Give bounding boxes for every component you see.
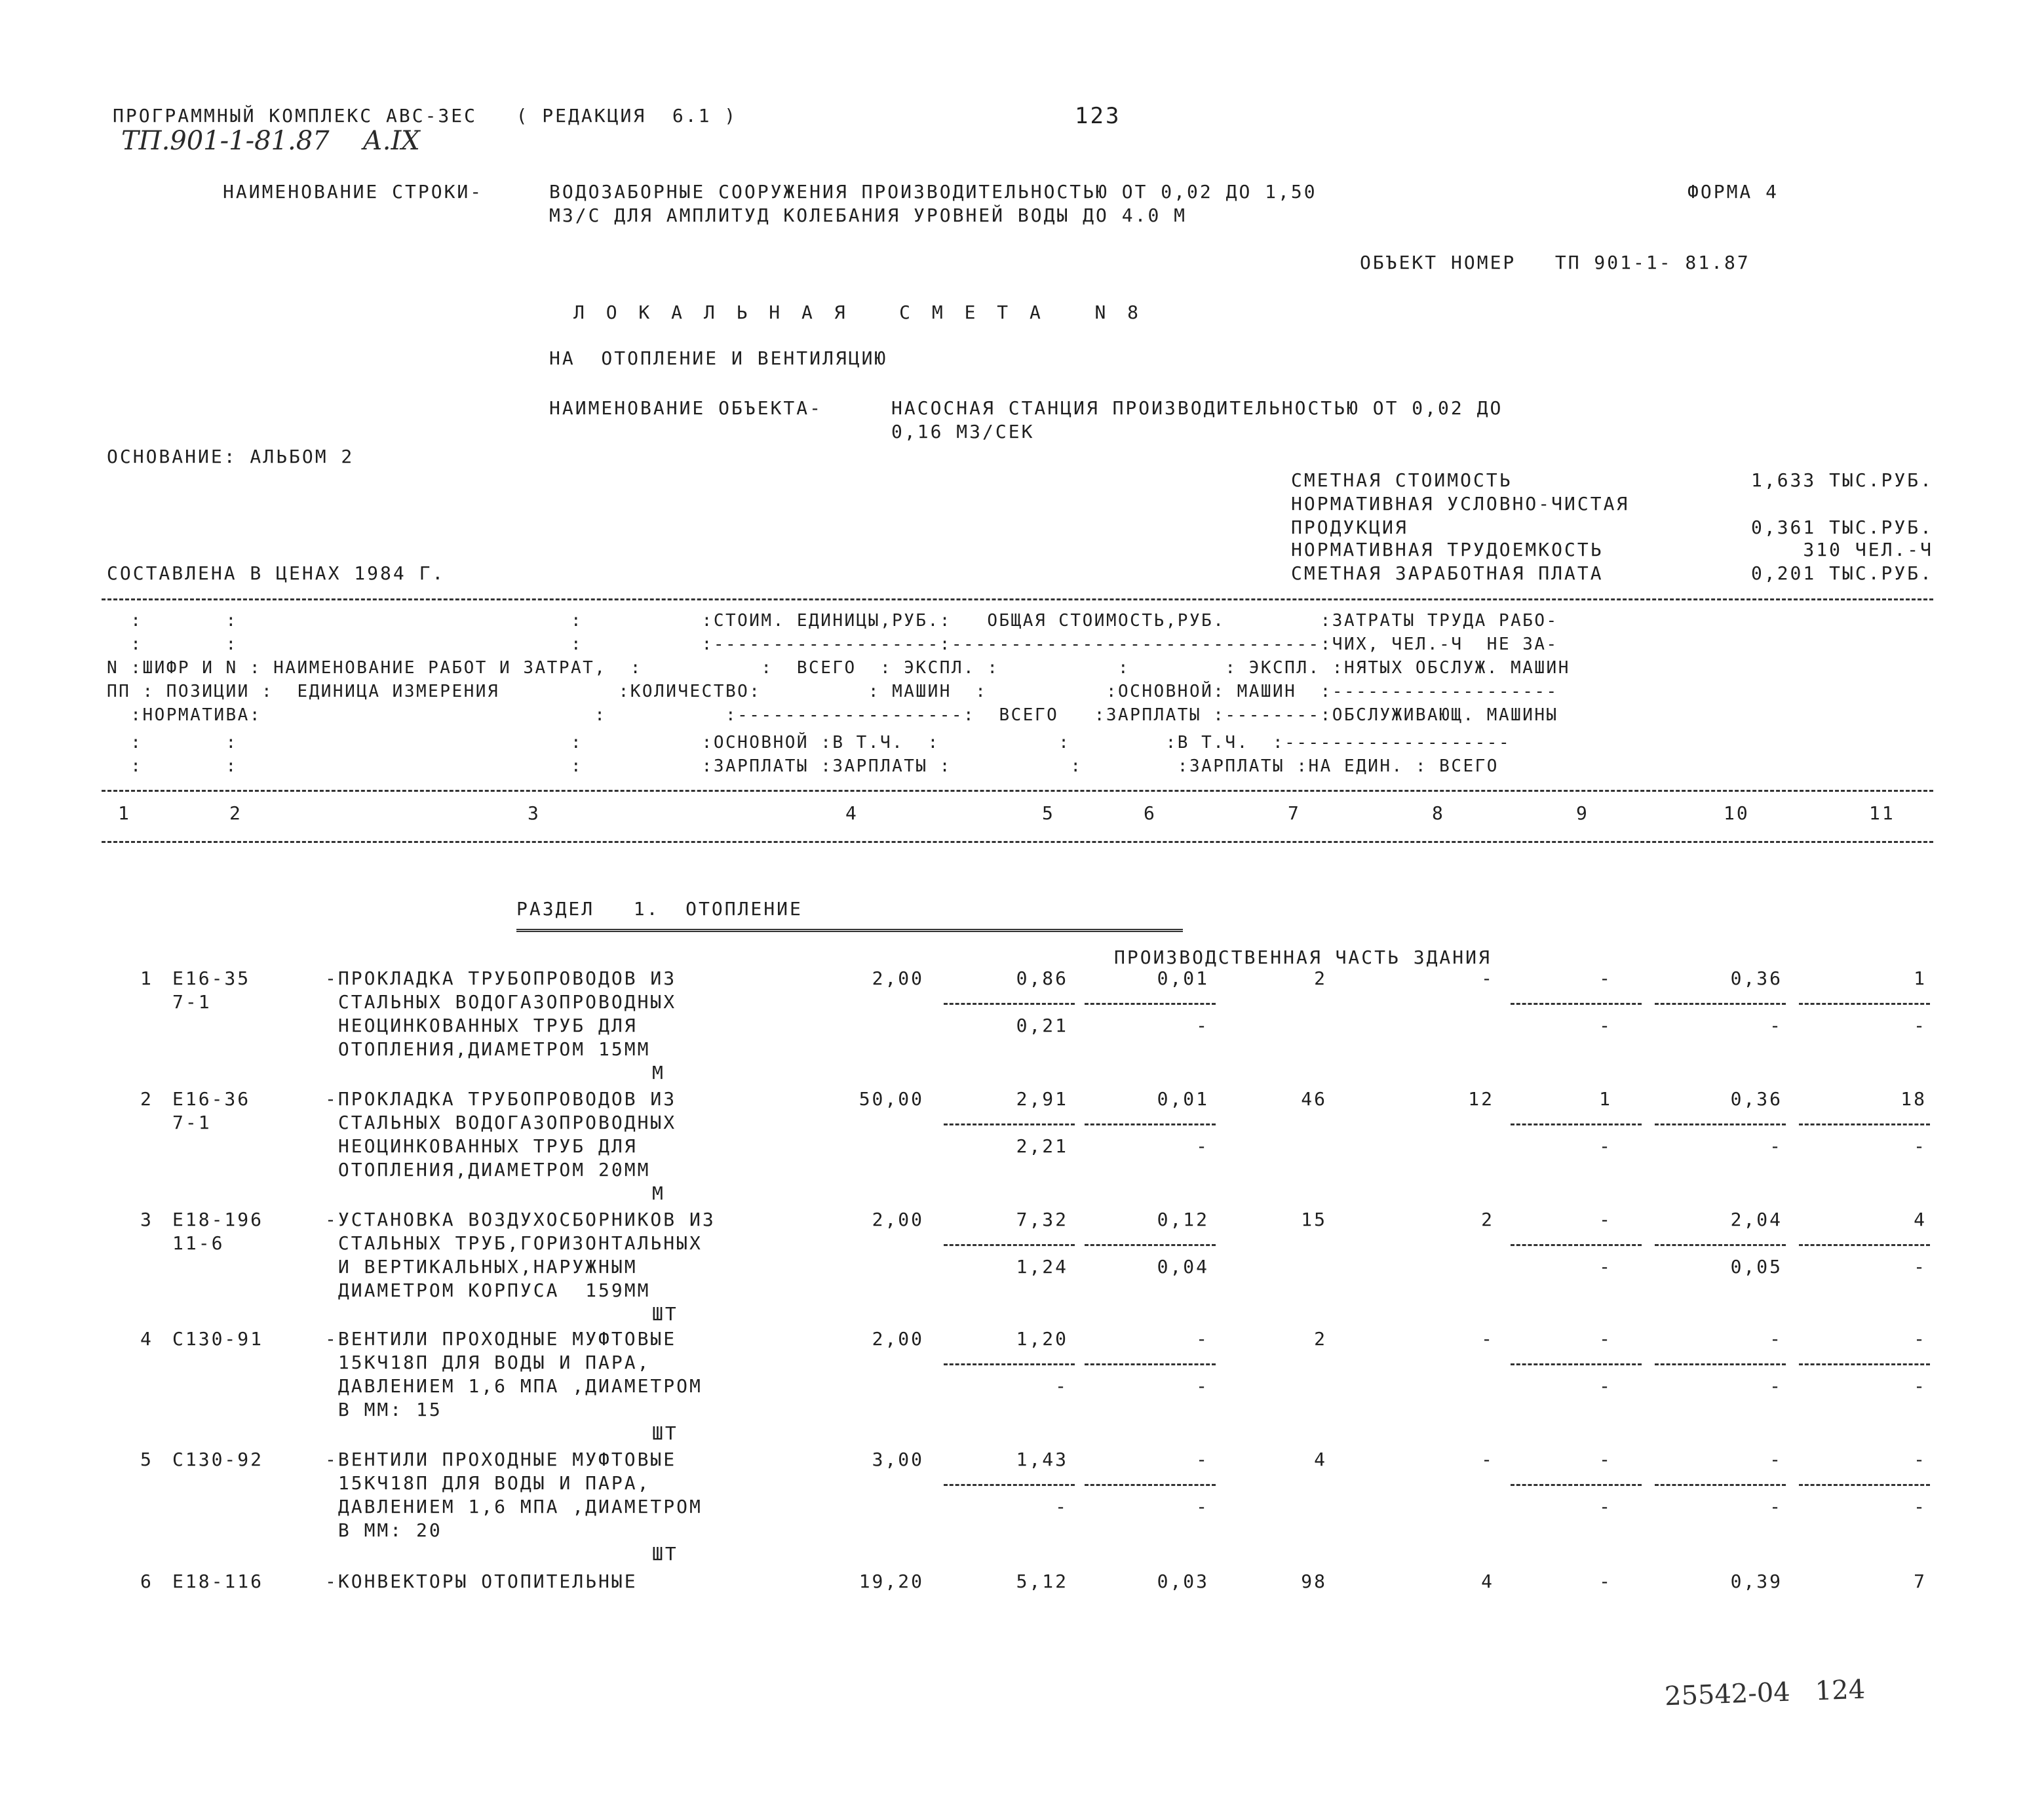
cell-divider [944,1003,1075,1005]
line-name-1: ВОДОЗАБОРНЫЕ СООРУЖЕНИЯ ПРОИЗВОДИТЕЛЬНОСТЬЮ ОТ 0,02 ДО 1,50 [549,181,1317,203]
row-name-line: ДИАМЕТРОМ КОРПУСА 159ММ [325,1279,651,1301]
object-name-2: 0,16 М3/СЕК [891,421,1035,442]
cell-divider [1799,1123,1930,1125]
row-unit-machine-salary: 0,04 [1157,1256,1209,1278]
row-machine-salary: - [1599,1135,1612,1157]
cell-divider [1655,1244,1786,1246]
row-number: 4 [140,1328,153,1350]
summary-value: 1,633 ТЫС.РУБ. [1750,469,1933,491]
row-machine-labor-total: - [1914,1015,1927,1036]
header-mid-rule [102,790,1933,792]
row-code-secondary: 7-1 [172,991,212,1013]
cell-divider [1085,1484,1216,1486]
row-unit-total: 5,12 [1016,1571,1068,1592]
summary-label: НОРМАТИВНАЯ ТРУДОЕМКОСТЬ [1291,539,1604,560]
form-number: ФОРМА 4 [1687,181,1779,203]
row-code: Е18-116 [172,1571,264,1592]
row-machine-labor-unit: - [1769,1015,1783,1036]
estimate-subtitle: НА ОТОПЛЕНИЕ И ВЕНТИЛЯЦИЮ [549,347,888,369]
cell-divider [1655,1003,1786,1005]
row-labor-total: 4 [1914,1209,1927,1230]
summary-label: ПРОДУКЦИЯ [1291,517,1408,538]
section-underline [516,929,1183,932]
cell-divider [1799,1484,1930,1486]
row-quantity: 2,00 [872,967,924,989]
row-name-line: В ММ: 15 [325,1399,442,1420]
summary-label: НОРМАТИВНАЯ УСЛОВНО-ЧИСТАЯ [1291,493,1630,515]
row-unit-total: 1,43 [1016,1449,1068,1470]
column-number: 7 [1288,802,1301,824]
row-name-line: -ПРОКЛАДКА ТРУБОПРОВОДОВ ИЗ [325,1088,677,1110]
line-name-2: М3/С ДЛЯ АМПЛИТУД КОЛЕБАНИЯ УРОВНЕЙ ВОДЫ ДО 4.0 М [549,205,1187,226]
row-unit-machines: 0,01 [1157,1088,1209,1110]
row-base-salary: - [1481,967,1494,989]
cell-divider [1511,1363,1642,1365]
row-total: 2 [1314,1328,1327,1350]
row-quantity: 19,20 [858,1571,924,1592]
row-number: 1 [140,967,153,989]
row-labor-unit: - [1769,1328,1783,1350]
row-unit-salary: - [1055,1375,1068,1397]
summary-value: 310 ЧЕЛ.-Ч [1803,539,1933,560]
row-labor-total: 18 [1900,1088,1927,1110]
cell-divider [1655,1484,1786,1486]
handwritten-footer: 25542-04 124 [1664,1674,1866,1712]
row-code: Е18-196 [172,1209,264,1230]
row-unit-total: 7,32 [1016,1209,1068,1230]
row-name-line: ДАВЛЕНИЕМ 1,6 МПА ,ДИАМЕТРОМ [325,1496,703,1517]
row-total: 2 [1314,967,1327,989]
row-name: -КОНВЕКТОРЫ ОТОПИТЕЛЬНЫЕ [325,1571,638,1592]
row-name-line: 15КЧ18П ДЛЯ ВОДЫ И ПАРА, [325,1352,651,1373]
row-unit: ШТ [652,1422,678,1444]
row-unit-machines: 0,01 [1157,967,1209,989]
page-number: 123 [1075,103,1121,129]
row-total: 15 [1301,1209,1327,1230]
cell-divider [944,1363,1075,1365]
object-number: ОБЪЕКТ НОМЕР ТП 901-1- 81.87 [1360,252,1750,273]
row-name-line: В ММ: 20 [325,1519,442,1541]
row-labor-total: 1 [1914,967,1927,989]
row-name-line: СТАЛЬНЫХ ТРУБ,ГОРИЗОНТАЛЬНЫХ [325,1232,703,1254]
row-unit-total: 1,20 [1016,1328,1068,1350]
row-name-line: -ВЕНТИЛИ ПРОХОДНЫЕ МУФТОВЫЕ [325,1449,677,1470]
cell-divider [1511,1003,1642,1005]
cell-divider [944,1244,1075,1246]
column-number: 1 [118,802,131,824]
cell-divider [1085,1244,1216,1246]
row-labor-total: 7 [1914,1571,1927,1592]
row-machines: 1 [1599,1088,1612,1110]
estimate-title: Л О К А Л Ь Н А Я С М Е Т А N 8 [573,302,1144,323]
cell-divider [1799,1003,1930,1005]
row-quantity: 2,00 [872,1209,924,1230]
row-labor-unit: 0,36 [1730,1088,1783,1110]
handwritten-reference: ТП.901-1-81.87 А.IX [121,126,420,156]
row-name-line: НЕОЦИНКОВАННЫХ ТРУБ ДЛЯ [325,1135,638,1157]
row-name-line: СТАЛЬНЫХ ВОДОГАЗОПРОВОДНЫХ [325,991,677,1013]
table-header-line: N :ШИФР И N : НАИМЕНОВАНИЕ РАБОТ И ЗАТРАТ, : : ВСЕГО : ЭКСПЛ. : : : ЭКСПЛ. :НЯТЫХ ОБСЛУЖ. МАШИН [107,658,1570,678]
summary-label: СМЕТНАЯ СТОИМОСТЬ [1291,469,1513,491]
row-unit-machines: 0,12 [1157,1209,1209,1230]
row-labor-total: - [1914,1328,1927,1350]
row-unit-machines: 0,03 [1157,1571,1209,1592]
column-number: 6 [1144,802,1157,824]
row-unit-salary: - [1055,1496,1068,1517]
row-machine-labor-total: - [1914,1375,1927,1397]
section-title: РАЗДЕЛ 1. ОТОПЛЕНИЕ [516,898,803,920]
row-unit: ШТ [652,1303,678,1325]
cell-divider [1085,1123,1216,1125]
row-labor-unit: - [1769,1449,1783,1470]
cell-divider [1511,1123,1642,1125]
row-machine-salary: - [1599,1015,1612,1036]
row-unit-total: 2,91 [1016,1088,1068,1110]
cell-divider [1799,1363,1930,1365]
row-machine-salary: - [1599,1256,1612,1278]
cell-divider [1085,1003,1216,1005]
cell-divider [944,1123,1075,1125]
summary-value: 0,201 ТЫС.РУБ. [1750,562,1933,584]
program-line: ПРОГРАММНЫЙ КОМПЛЕКС АВС-3ЕС ( РЕДАКЦИЯ 6.1 ) [113,105,738,127]
row-unit-machine-salary: - [1196,1375,1209,1397]
column-number: 3 [528,802,541,824]
column-number: 2 [229,802,242,824]
table-header-line: : : : :СТОИМ. ЕДИНИЦЫ,РУБ.: ОБЩАЯ СТОИМОСТЬ,РУБ. :ЗАТРАТЫ ТРУДА РАБО- [107,611,1558,631]
header-top-rule [102,598,1933,600]
row-code: С130-92 [172,1449,264,1470]
row-machine-labor-total: - [1914,1256,1927,1278]
row-number: 5 [140,1449,153,1470]
row-machine-labor-unit: - [1769,1135,1783,1157]
column-number: 11 [1869,802,1895,824]
summary-label: СМЕТНАЯ ЗАРАБОТНАЯ ПЛАТА [1291,562,1604,584]
row-labor-unit: 2,04 [1730,1209,1783,1230]
row-name-line: ОТОПЛЕНИЯ,ДИАМЕТРОМ 15ММ [325,1038,651,1060]
row-total: 46 [1301,1088,1327,1110]
table-header-line: : : : :ОСНОВНОЙ :В Т.Ч. : : :В Т.Ч. :------------------- [107,733,1511,752]
row-name-line: -ВЕНТИЛИ ПРОХОДНЫЕ МУФТОВЫЕ [325,1328,677,1350]
row-unit-total: 0,86 [1016,967,1068,989]
row-number: 2 [140,1088,153,1110]
row-machines: - [1599,1209,1612,1230]
row-code: Е16-36 [172,1088,251,1110]
row-base-salary: 12 [1468,1088,1494,1110]
object-name-1: НАСОСНАЯ СТАНЦИЯ ПРОИЗВОДИТЕЛЬНОСТЬЮ ОТ 0,02 ДО [891,397,1503,419]
row-number: 3 [140,1209,153,1230]
row-unit-machine-salary: - [1196,1135,1209,1157]
row-base-salary: 4 [1481,1571,1494,1592]
header-bottom-rule [102,841,1933,843]
cell-divider [1511,1484,1642,1486]
row-name-line: 15КЧ18П ДЛЯ ВОДЫ И ПАРА, [325,1472,651,1494]
row-code: С130-91 [172,1328,264,1350]
row-total: 98 [1301,1571,1327,1592]
row-labor-unit: 0,36 [1730,967,1783,989]
row-name-line: НЕОЦИНКОВАННЫХ ТРУБ ДЛЯ [325,1015,638,1036]
column-number: 5 [1042,802,1055,824]
row-unit-machine-salary: - [1196,1015,1209,1036]
cell-divider [1511,1244,1642,1246]
object-label: НАИМЕНОВАНИЕ ОБЪЕКТА- [549,397,823,419]
row-total: 4 [1314,1449,1327,1470]
row-unit-machines: - [1196,1328,1209,1350]
row-name-line: И ВЕРТИКАЛЬНЫХ,НАРУЖНЫМ [325,1256,638,1278]
summary-value: 0,361 ТЫС.РУБ. [1750,517,1933,538]
table-header-line: : : : :-------------------:-------------------------------:ЧИХ, ЧЕЛ.-Ч НЕ ЗА- [107,634,1558,654]
row-code-secondary: 11-6 [172,1232,225,1254]
row-machines: - [1599,1449,1612,1470]
cell-divider [1799,1244,1930,1246]
row-name-line: ДАВЛЕНИЕМ 1,6 МПА ,ДИАМЕТРОМ [325,1375,703,1397]
cell-divider [1655,1123,1786,1125]
compiled-prices: СОСТАВЛЕНА В ЦЕНАХ 1984 Г. [107,562,446,584]
row-unit-machine-salary: - [1196,1496,1209,1517]
row-machine-labor-unit: - [1769,1496,1783,1517]
basis: ОСНОВАНИЕ: АЛЬБОМ 2 [107,446,355,467]
row-base-salary: - [1481,1328,1494,1350]
table-header-line: :НОРМАТИВА: : :-------------------: ВСЕГО :ЗАРПЛАТЫ :--------:ОБСЛУЖИВАЮЩ. МАШИНЫ [107,705,1558,725]
line-name-label: НАИМЕНОВАНИЕ СТРОКИ- [223,181,484,203]
table-header-line: ПП : ПОЗИЦИИ : ЕДИНИЦА ИЗМЕРЕНИЯ :КОЛИЧЕСТВО: : МАШИН : :ОСНОВНОЙ: МАШИН :------------------- [107,682,1558,701]
section-subtitle: ПРОИЗВОДСТВЕННАЯ ЧАСТЬ ЗДАНИЯ [1114,947,1492,968]
row-unit: ШТ [652,1543,678,1565]
row-labor-unit: 0,39 [1730,1571,1783,1592]
row-code: Е16-35 [172,967,251,989]
row-quantity: 3,00 [872,1449,924,1470]
row-machine-salary: - [1599,1496,1612,1517]
row-machines: - [1599,1328,1612,1350]
row-name-line: -ПРОКЛАДКА ТРУБОПРОВОДОВ ИЗ [325,967,677,989]
column-number: 4 [845,802,858,824]
row-name-line: СТАЛЬНЫХ ВОДОГАЗОПРОВОДНЫХ [325,1112,677,1133]
row-machine-labor-unit: - [1769,1375,1783,1397]
column-number: 9 [1576,802,1589,824]
row-unit-salary: 2,21 [1016,1135,1068,1157]
row-code-secondary: 7-1 [172,1112,212,1133]
row-machine-labor-total: - [1914,1135,1927,1157]
cell-divider [1085,1363,1216,1365]
row-machine-labor-total: - [1914,1496,1927,1517]
row-unit-salary: 0,21 [1016,1015,1068,1036]
row-number: 6 [140,1571,153,1592]
row-unit: М [652,1182,665,1204]
row-machines: - [1599,967,1612,989]
row-machines: - [1599,1571,1612,1592]
row-base-salary: 2 [1481,1209,1494,1230]
row-base-salary: - [1481,1449,1494,1470]
table-header-line: : : : :ЗАРПЛАТЫ :ЗАРПЛАТЫ : : :ЗАРПЛАТЫ :НА ЕДИН. : ВСЕГО [107,756,1499,776]
cell-divider [1655,1363,1786,1365]
row-labor-total: - [1914,1449,1927,1470]
column-number: 8 [1432,802,1445,824]
row-quantity: 2,00 [872,1328,924,1350]
row-machine-labor-unit: 0,05 [1730,1256,1783,1278]
row-unit-salary: 1,24 [1016,1256,1068,1278]
row-quantity: 50,00 [858,1088,924,1110]
row-unit: М [652,1062,665,1083]
row-machine-salary: - [1599,1375,1612,1397]
row-name-line: ОТОПЛЕНИЯ,ДИАМЕТРОМ 20ММ [325,1159,651,1181]
column-number: 10 [1724,802,1750,824]
row-name-line: -УСТАНОВКА ВОЗДУХОСБОРНИКОВ ИЗ [325,1209,716,1230]
cell-divider [944,1484,1075,1486]
row-unit-machines: - [1196,1449,1209,1470]
